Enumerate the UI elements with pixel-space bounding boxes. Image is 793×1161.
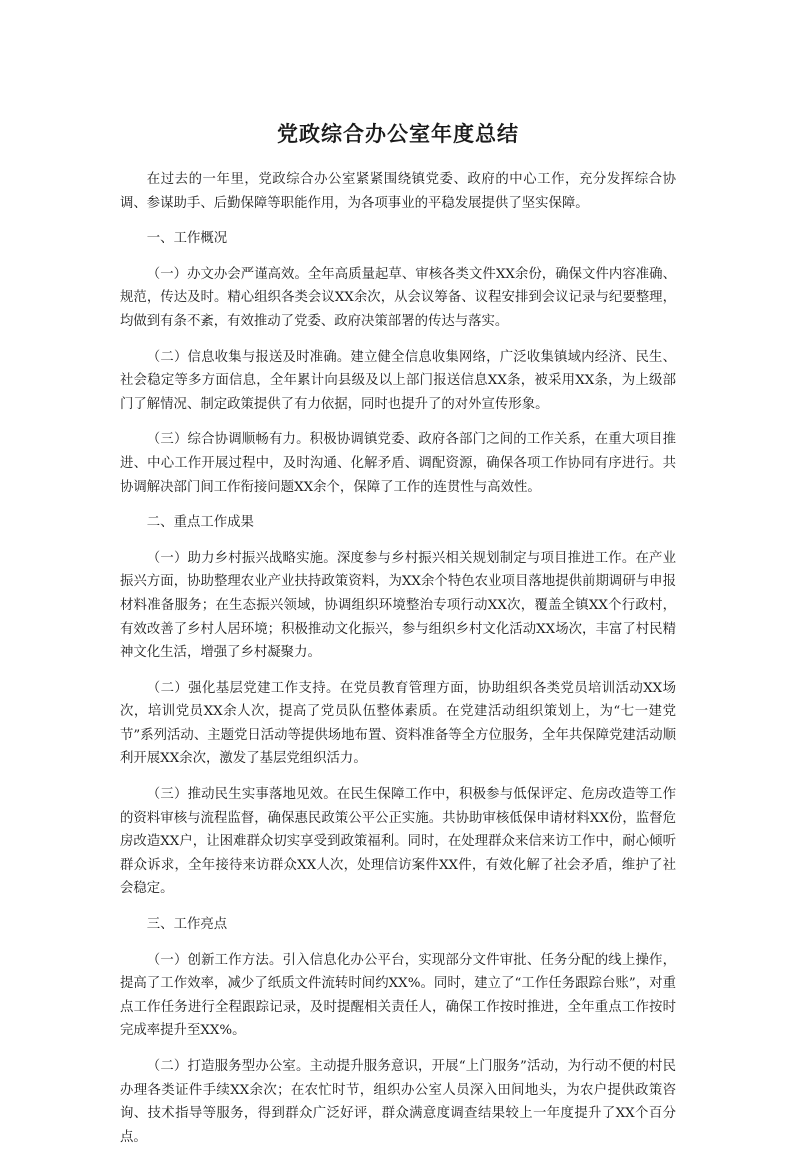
overview-paragraph-2: （二）信息收集与报送及时准确。建立健全信息收集网络，广泛收集镇域内经济、民生、社会稳定等多方面信息，全年累计向县级及以上部门报送信息XX条，被采用XX条，为上级部门了解情况、制定政策提供了有力依据，同时也提升了的对外宣传形象。 — [120, 349, 676, 412]
section-heading-key-results: 二、重点工作成果 — [146, 515, 254, 531]
highlights-paragraph-2: （二）打造服务型办公室。主动提升服务意识，开展“上门服务”活动，为行动不便的村民办理各类证件手续XX余次；在农忙时节，组织办公室人员深入田间地头，为农户提供政策咨询、技术指导等服务，得到群众广泛好评，群众满意度调查结果较上一年度提升了XX个百分点。 — [120, 1059, 676, 1145]
section-heading-highlights: 三、工作亮点 — [146, 917, 228, 933]
section-heading-overview: 一、工作概况 — [146, 231, 228, 247]
overview-paragraph-3: （三）综合协调顺畅有力。积极协调镇党委、政府各部门之间的工作关系，在重大项目推进、中心工作开展过程中，及时沟通、化解矛盾、调配资源，确保各项工作协同有序进行。共协调解决部门间工作衔接问题XX余个，保障了工作的连贯性与高效性。 — [120, 432, 676, 495]
key-results-paragraph-2: （二）强化基层党建工作支持。在党员教育管理方面，协助组织各类党员培训活动XX场次，培训党员XX余人次，提高了党员队伍整体素质。在党建活动组织策划上，为“七一建党节”系列活动、主题党日活动等提供场地布置、资料准备等全方位服务，全年共保障党建活动顺利开展XX余次，激发了基层党组织活力。 — [120, 680, 676, 767]
overview-paragraph-1: （一）办文办会严谨高效。全年高质量起草、审核各类文件XX余份，确保文件内容准确、规范，传达及时。精心组织各类会议XX余次，从会议筹备、议程安排到会议记录与纪要整理，均做到有条不紊，有效推动了党委、政府决策部署的传达与落实。 — [120, 266, 676, 329]
highlights-paragraph-1: （一）创新工作方法。引入信息化办公平台，实现部分文件审批、任务分配的线上操作，提高了工作效率，减少了纸质文件流转时间约XX%。同时，建立了“工作任务跟踪台账”，对重点工作任务进行全程跟踪记录，及时提醒相关责任人，确保工作按时推进，全年重点工作按时完成率提升至XX%。 — [120, 952, 676, 1039]
intro-paragraph: 在过去的一年里，党政综合办公室紧紧围绕镇党委、政府的中心工作，充分发挥综合协调、参谋助手、后勤保障等职能作用，为各项事业的平稳发展提供了坚实保障。 — [120, 172, 676, 211]
key-results-paragraph-3: （三）推动民生实事落地见效。在民生保障工作中，积极参与低保评定、危房改造等工作的资料审核与流程监督，确保惠民政策公平公正实施。共协助审核低保申请材料XX份，监督危房改造XX户，让困难群众切实享受到政策福利。同时，在处理群众来信来访工作中，耐心倾听群众诉求，全年接待来访群众XX人次，处理信访案件XX件，有效化解了社会矛盾，维护了社会稳定。 — [120, 787, 676, 897]
document-title: 党政综合办公室年度总结 — [277, 121, 519, 146]
key-results-paragraph-1: （一）助力乡村振兴战略实施。深度参与乡村振兴相关规划制定与项目推进工作。在产业振兴方面，协助整理农业产业扶持政策资料，为XX余个特色农业项目落地提供前期调研与申报材料准备服务；在生态振兴领域，协调组织环境整治专项行动XX次，覆盖全镇XX个行政村，有效改善了乡村人居环境；积极推动文化振兴，参与组织乡村文化活动XX场次，丰富了村民精神文化生活，增强了乡村凝聚力。 — [120, 550, 676, 661]
document-page — [120, 118, 676, 1161]
